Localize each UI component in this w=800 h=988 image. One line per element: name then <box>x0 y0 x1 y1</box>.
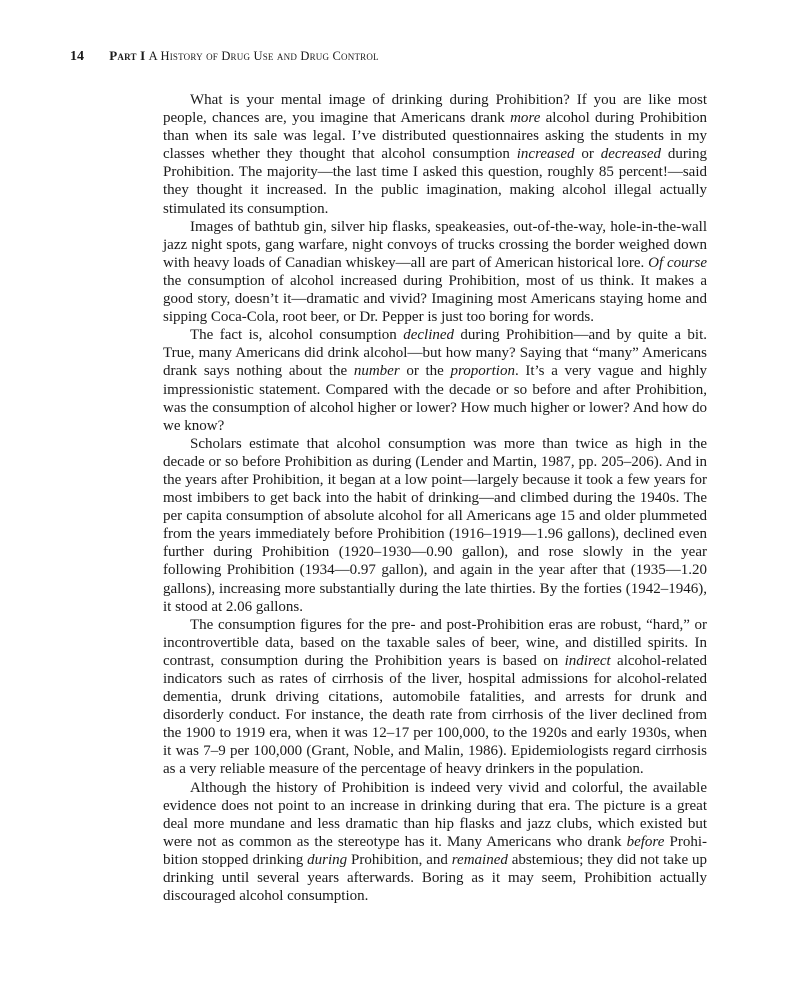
text-run: Prohibition stopped drinking <box>163 833 707 868</box>
italic-text: decreased <box>600 146 661 163</box>
italic-text: proportion <box>450 363 515 380</box>
body-text <box>163 91 707 905</box>
text-run: alcohol during Prohibition than when its sale was legal. I’ve distributed questionnaires asking the students in my classes whether they thought that alcohol consumption <box>163 110 708 163</box>
text-run: Images of bathtub gin, silver hip flasks, speakeasies, out-of-the-way, hole-in-the-wall jazz night spots, gang warfare, night convoys of trucks crossing the border weighed down with heavy loads of Canadian whiskey—all are part of American historical lore. <box>163 218 707 271</box>
italic-text: more <box>510 110 541 127</box>
text-run: abstemious; they did not take up drinking until several years afterwards. Boring as it may seem, Prohibition actually discouraged alcohol consumption. <box>163 851 707 905</box>
text-run: during Prohibition—and by quite a bit. True, many Americans did drink alcohol—but how many? Saying that “many” Americans drank says nothing about the <box>163 327 707 380</box>
italic-text: declined <box>403 327 455 344</box>
text-run: Although the history of Prohibition is indeed very vivid and colorful, the available evidence does not point to an increase in drinking during that era. The picture is a great deal more mundane and less dramatic than hip flasks and jazz clubs, which existed but were not as common as the stereotype has it. Many Americans who drank <box>163 779 707 850</box>
italic-text: increased <box>516 146 575 163</box>
part-title: A History of Drug Use and Drug Control <box>148 49 379 63</box>
text-run: The fact is, alcohol consumption <box>190 327 404 344</box>
text-run: . It’s a very vague and highly impressionistic statement. Compared with the decade or so before and after Prohibition, was the consumption of alcohol higher or lower? How much higher or lower? And how do we know? <box>163 363 707 434</box>
italic-text: number <box>353 363 400 380</box>
text-run: Prohibition, and <box>347 851 452 868</box>
paragraph <box>163 326 707 435</box>
running-head <box>70 48 379 65</box>
text-run: The consumption figures for the pre- and post-Prohibition eras are robust, “hard,” or incontrovertible data, based on the taxable sales of beer, wine, and distilled spirits. In contrast, consumption during the Prohibition years is based on <box>163 616 707 669</box>
italic-text: remained <box>451 851 508 868</box>
part-label: Part I <box>109 48 146 63</box>
paragraph <box>163 218 707 327</box>
text-run: or the <box>399 363 451 380</box>
italic-text: Of course <box>648 254 707 271</box>
italic-text: before <box>626 833 665 850</box>
text-run: or <box>574 146 601 163</box>
paragraph <box>163 435 707 616</box>
text-run: Scholars estimate that alcohol consumption was more than twice as high in the decade or so before Prohibition as during (Lender and Martin, 1987, pp. 205–206). And in the years after Prohibition, it began at a low point—largely because it took a few years for most imbibers to get back into the habit of drinking—and climbed during the 1940s. The per capita consumption of absolute alcohol for all Americans age 15 and older plummeted from the years immediately before Prohibition (1916–1919—1.96 gallons), declined even further during Prohibition (1920–1930—0.90 gallon), and rose slowly in the year following Prohibition (1934—0.97 gallon), and again in the year after that (1935—1.20 gallons), increasing more substantially during the late thirties. By the forties (1942–1946), it stood at 2.06 gallons. <box>163 435 707 615</box>
text-run: during Prohibition. The majority—the last time I asked this question, roughly 85 percent!—said they thought it increased. In the public imagination, making alcohol illegal actually stimulated its consumption. <box>163 146 708 217</box>
paragraph <box>163 779 707 906</box>
page-number: 14 <box>70 49 84 64</box>
italic-text: indirect <box>564 652 611 669</box>
paragraph <box>163 616 707 779</box>
text-run: alcohol-related indicators such as rates of cirrhosis of the liver, hospital admissions for alcohol-related dementia, drunk driving citations, automobile fatalities, and arrests for drunk and disorderly conduct. For instance, the death rate from cirrhosis of the liver declined from the 1900 to 1919 era, when it was 12–17 per 100,000, to the 1920s and early 1930s, when it was 7–9 per 100,000 (Grant, Noble, and Malin, 1986). Epidemiologists regard cirrhosis as a very reliable measure of the percentage of heavy drinkers in the population. <box>163 652 708 778</box>
paragraph <box>163 91 707 218</box>
text-run: What is your mental image of drinking during Prohibition? If you are like most people, chances are, you imagine that Americans drank <box>163 92 707 127</box>
italic-text: during <box>307 851 348 868</box>
text-run: the consumption of alcohol increased during Prohibition, most of us think. It makes a good story, doesn’t it—dramatic and vivid? Imagining most Americans staying home and sipping Coca-Cola, root beer, or Dr. Pepper is just too boring for words. <box>163 272 707 326</box>
